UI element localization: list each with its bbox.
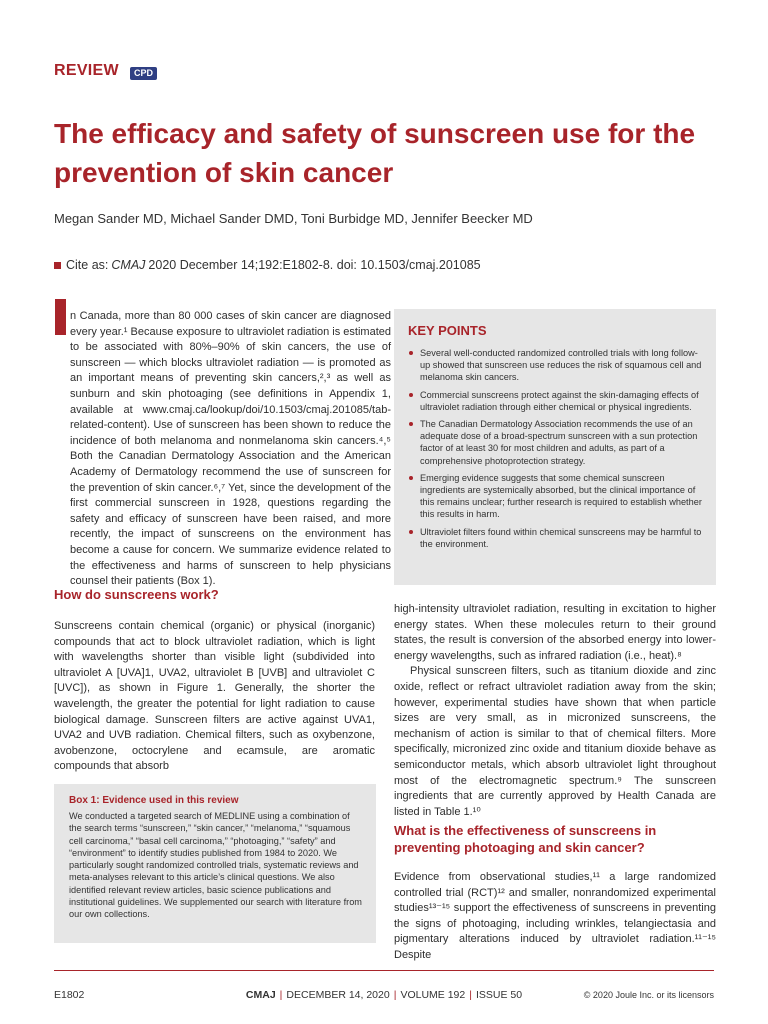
- page-number: E1802: [54, 989, 85, 1001]
- article-title: The efficacy and safety of sunscreen use for the prevention of skin cancer: [54, 118, 696, 188]
- key-point-item: Ultraviolet filters found within chemical sunscreens may be harmful to the environment.: [408, 526, 706, 550]
- key-point-item: The Canadian Dermatology Association recommends the use of an adequate dose of a broad-spectrum sunscreen with a sun protection factor of at least 30 for most children and adults, as part of a comprehensive photoprotection strategy.: [408, 418, 706, 467]
- journal-info: CMAJ | DECEMBER 14, 2020 | VOLUME 192 | ISSUE 50: [245, 989, 523, 1001]
- physical-filters-paragraph: Physical sunscreen filters, such as titanium dioxide and zinc oxide, reflect or refract ultraviolet radiation away from the skin; however, experimental studies have shown that when particle sizes are very small, as in micronized sunscreens, the mechanism of action is similar to that of chemical filters. More specifically, micronized zinc oxide and titanium dioxide behave as semiconductor metals, which absorb ultraviolet light throughout most of the electromagnetic spectrum.⁹ The sunscreen ingredients that are currently approved by Health Canada are listed in Table 1.¹⁰: [394, 665, 716, 818]
- mechanism-paragraph: high-intensity ultraviolet radiation, resulting in excitation to higher energy states. When these molecules return to their ground states, the result is conversion of the absorbed energy into lower-energy wavelengths, such as infrared radiation (i.e., heat).⁸: [394, 603, 716, 662]
- key-points-title: KEY POINTS: [408, 323, 487, 338]
- cite-journal: CMAJ: [111, 258, 146, 272]
- box1-evidence: [54, 784, 376, 943]
- right-column-text: [394, 602, 716, 820]
- author-list: Megan Sander MD, Michael Sander DMD, Toni Burbidge MD, Jennifer Beecker MD: [54, 211, 533, 226]
- box1-text: We conducted a targeted search of MEDLINE using a combination of the search terms “sunscreen,” “skin cancer,” “melanoma,” “squamous cell carcinoma,” “basal cell carcinoma,” “photoaging,” “safety” and “environment” to identify studies published from 1984 to 2020. We particularly sought randomized controlled trials, systematic reviews and meta-analyses relevant to this article’s clinical questions. We also identified relevant review articles, basic science publications and institutional guidelines. We supplemented our search with literature from our own collections.: [69, 811, 362, 920]
- key-point-item: Commercial sunscreens protect against the skin-damaging effects of ultraviolet radiation through either chemical or physical ingredients.: [408, 389, 706, 413]
- cite-details: 2020 December 14;192:E1802-8. doi: 10.1503/cmaj.201085: [148, 258, 481, 272]
- citation: [54, 258, 481, 272]
- cite-prefix: Cite as:: [66, 258, 109, 272]
- citation-marker-icon: [54, 262, 61, 269]
- footer-divider: [54, 970, 714, 971]
- issue-date: DECEMBER 14, 2020: [286, 989, 390, 1001]
- key-point-item: Emerging evidence suggests that some chemical sunscreen ingredients are systemically absorbed, but the clinical importance of this remains unclear; further research is required to establish whether this results in harm.: [408, 472, 706, 521]
- heading-effectiveness: What is the effectiveness of sunscreens in preventing photoaging and skin cancer?: [394, 823, 657, 855]
- cpd-badge: CPD: [130, 67, 157, 80]
- issue: ISSUE 50: [475, 989, 523, 1001]
- effectiveness-paragraph: Evidence from observational studies,¹¹ a large randomized controlled trial (RCT)¹² and smaller, nonrandomized experimental studies¹³⁻¹⁵ support the effectiveness of sunscreens in preventing the signs of photoaging, including wrinkles, telangiectasia and pigmentary alterations induced by ultraviolet radiation.¹¹⁻¹⁵ Despite: [394, 871, 716, 961]
- key-point-item: Several well-conducted randomized controlled trials with long follow-up showed that sunscreen use reduces the risk of squamous cell and melanoma skin cancers.: [408, 347, 706, 384]
- section-label: REVIEW: [54, 62, 119, 79]
- how-paragraph: Sunscreens contain chemical (organic) or physical (inorganic) compounds that act to block ultraviolet radiation, which is light with wavelengths shorter than visible light (subdivided into ultraviolet A [UVA]1, UVA2, ultraviolet B [UVB] and ultraviolet C [UVC]), as shown in Figure 1. Generally, the shorter the wavelength, the greater the potential for light radiation to cause biological damage. Sunscreen filters are active against UVA1, UVA2 and UVB radiation. Chemical filters, such as oxybenzone, avobenzone, octocrylene and ecamsule, are aromatic compounds that absorb: [54, 620, 375, 773]
- key-points-list: [408, 347, 706, 555]
- intro-paragraph: n Canada, more than 80 000 cases of skin cancer are diagnosed every year.¹ Because exposure to ultraviolet radiation is estimated to be associated with 80%–90% of skin cancers, the use of sunscreen — which blocks ultraviolet radiation — is promoted as an important means of preventing skin cancers,²,³ as well as sunburn and skin photoaging (see definitions in Appendix 1, available at www.cmaj.ca/lookup/doi/10.1503/cmaj.201085/tab-related-content). Use of sunscreen has been shown to reduce the incidence of both melanoma and nonmelanoma skin cancers.⁴,⁵ Both the Canadian Dermatology Association and the American Academy of Dermatology recommend the use of sunscreen for the prevention of skin cancer.⁶,⁷ Yet, since the development of the first commercial sunscreen in 1928, questions regarding the safety and efficacy of sunscreen have been raised, and more recently, the impact of sunscreens on the environment has become a cause for concern. We summarize evidence related to the effectiveness and harms of sunscreen to help physicians counsel their patients (Box 1).: [70, 310, 391, 588]
- box1-title: Box 1: Evidence used in this review: [69, 795, 239, 806]
- journal-name: CMAJ: [245, 989, 276, 1001]
- copyright: © 2020 Joule Inc. or its licensors: [583, 990, 714, 1000]
- key-points-box: [394, 309, 716, 585]
- heading-how-sunscreens-work: How do sunscreens work?: [54, 587, 219, 602]
- volume: VOLUME 192: [400, 989, 466, 1001]
